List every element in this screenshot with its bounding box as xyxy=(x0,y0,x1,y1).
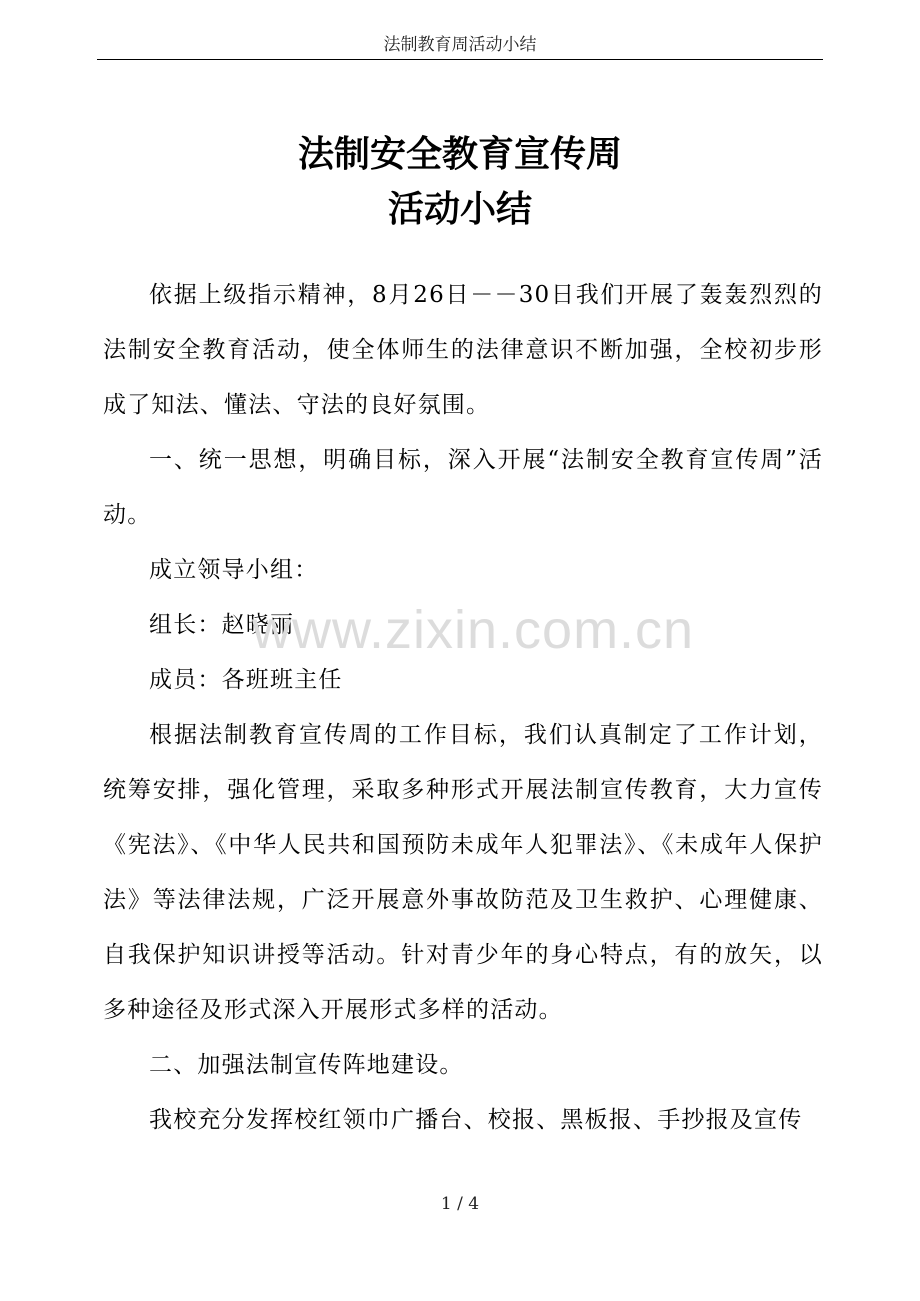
watermark: www.zixin.com.cn xyxy=(252,600,695,660)
paragraph-group-members: 成员：各班班主任 xyxy=(149,667,343,693)
section-heading-1: 一、统一思想，明确目标，深入开展“法制安全教育宣传周”活动。 xyxy=(103,447,823,528)
paragraph-work-plan: 根据法制教育宣传周的工作目标，我们认真制定了工作计划，统筹安排，强化管理，采取多种形式开展法制宣传教育，大力宣传《宪法》、《中华人民共和国预防未成年人犯罪法》、《未成年人保护法》等法律法规，广泛开展意外事故防范及卫生救护、心理健康、自我保护知识讲授等活动。针对青少年的身心特点，有的放矢，以多种途径及形式深入开展形式多样的活动。 xyxy=(103,722,823,1023)
paragraph-intro: 依据上级指示精神，8月26日－－30日我们开展了轰轰烈烈的法制安全教育活动，使全体师生的法律意识不断加强，全校初步形成了知法、懂法、守法的良好氛围。 xyxy=(103,282,823,418)
header-divider xyxy=(97,59,823,60)
document-body xyxy=(103,268,823,1148)
page-number: 1 / 4 xyxy=(440,1194,480,1214)
document-title-line1: 法制安全教育宣传周 xyxy=(297,134,622,175)
paragraph-group-leader: 组长：赵晓丽 xyxy=(149,612,295,638)
paragraph-leadership-group: 成立领导小组： xyxy=(149,557,319,583)
running-header: 法制教育周活动小结 xyxy=(383,35,537,55)
paragraph-publicity: 我校充分发挥校红领巾广播台、校报、黑板报、手抄报及宣传 xyxy=(149,1107,803,1133)
document-title-line2: 活动小结 xyxy=(387,189,532,230)
section-heading-2: 二、加强法制宣传阵地建设。 xyxy=(149,1052,464,1078)
